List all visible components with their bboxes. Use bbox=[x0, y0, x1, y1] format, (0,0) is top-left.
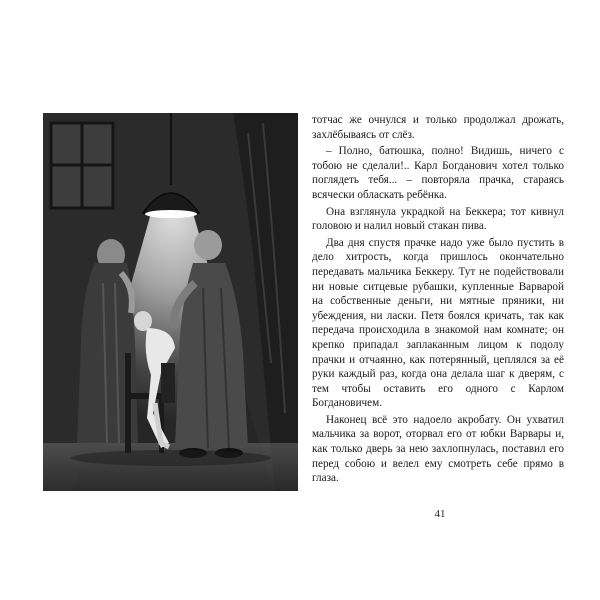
paragraph-3: Она взглянула украдкой на Беккера; тот кивнул головою и налил новый стакан пива. bbox=[312, 205, 564, 233]
paragraph-5: Наконец всё это надоело акробату. Он ухватил мальчика за ворот, оторвал его от юбки Варвары и, как только дверь за нею захлопнулась, поставил его перед собою и велел ему смотреть себе прямо в глаза. bbox=[312, 413, 564, 485]
paragraph-1: тотчас же очнулся и только продолжал дрожать, захлёбываясь от слёз. bbox=[312, 114, 564, 141]
paragraph-4: Два дня спустя прачке надо уже было пустить в дело хитрость, когда пришлось окончательно передавать мальчика Беккеру. Тут не подействовали ни новые ситцевые рубашки, купленные Варварой на собственные деньги, ни мятные пряники, ни убеждения, ни ласки. Петя боялся кричать, так как передача происходила в знакомой нам комнате; он крепко припадал заплаканным лицом к подолу прачки и отчаянно, как потерянный, цеплялся за её руки каждый раз, когда она делала шаг к дверям, с тем чтобы оставить его одного с Карлом Богдановичем. bbox=[312, 236, 564, 410]
page-number: 41 bbox=[434, 508, 446, 520]
book-illustration bbox=[43, 113, 298, 491]
illustration-drawing bbox=[43, 113, 298, 491]
text-column bbox=[312, 113, 564, 486]
paragraph-2: – Полно, батюшка, полно! Видишь, ничего с тобою не сделали!.. Карл Богданович хотел только поглядеть тебя... – повторяла прачка, стараясь всячески обласкать ребёнка. bbox=[312, 145, 564, 201]
